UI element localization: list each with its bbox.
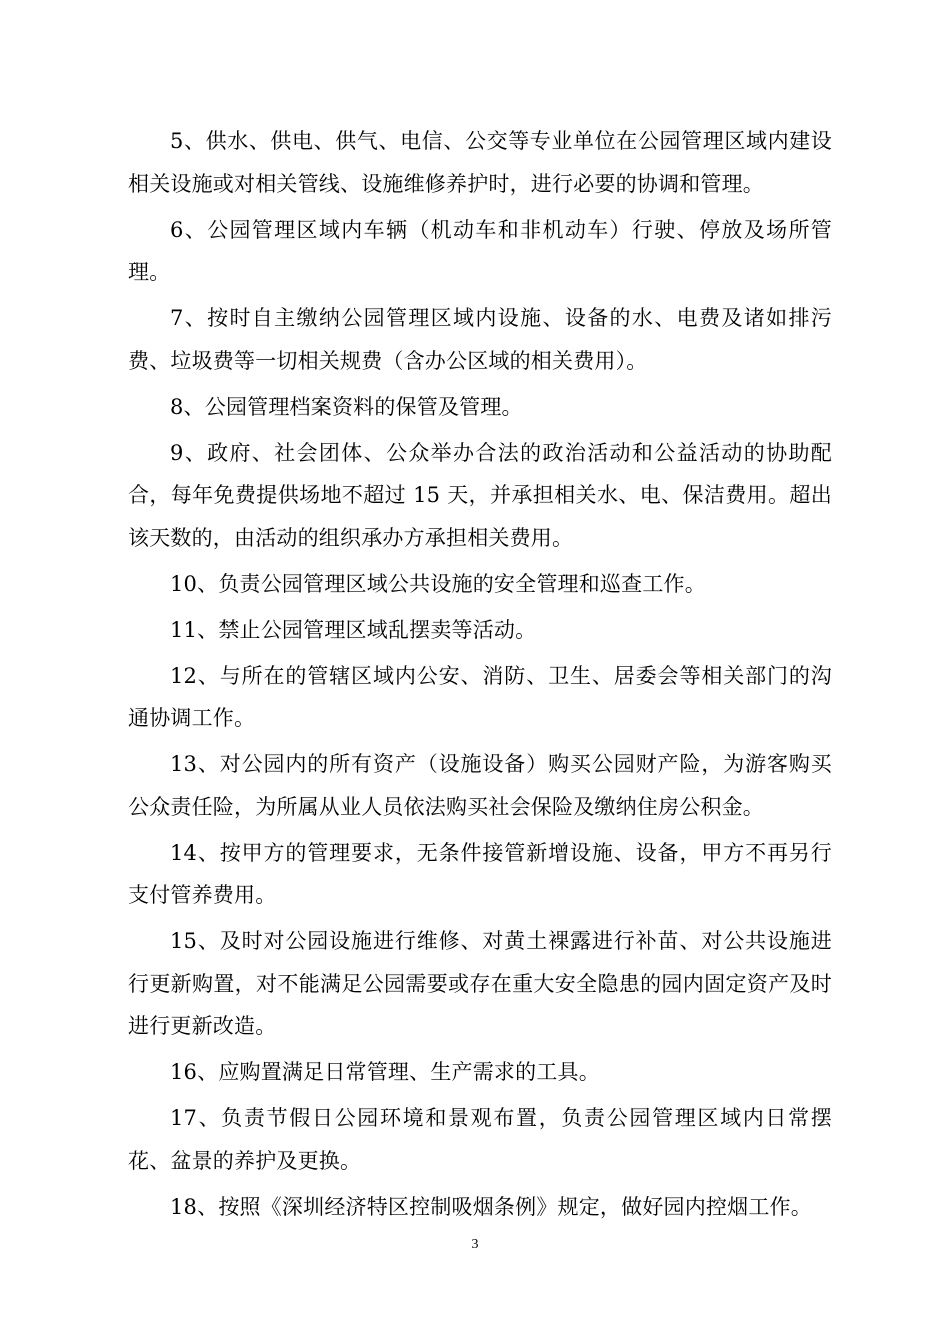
paragraph-item-18: 18、按照《深圳经济特区控制吸烟条例》规定，做好园内控烟工作。 <box>170 1194 812 1219</box>
paragraph-item-15: 15、及时对公园设施进行维修、对黄土裸露进行补苗、对公共设施进行更新购置，对不能满足公园需要或存在重大安全隐患的园内固定资产及时进行更新改造。 <box>128 929 832 1038</box>
paragraph-item-12: 12、与所在的管辖区域内公安、消防、卫生、居委会等相关部门的沟通协调工作。 <box>128 663 832 730</box>
paragraph-item-10: 10、负责公园管理区域公共设施的安全管理和巡查工作。 <box>170 571 706 596</box>
paragraph-item-11: 11、禁止公园管理区域乱摆卖等活动。 <box>170 617 537 642</box>
paragraph-item-7: 7、按时自主缴纳公园管理区域内设施、设备的水、电费及诸如排污费、垃圾费等一切相关规费（含办公区域的相关费用）。 <box>128 306 832 373</box>
paragraph-item-13: 13、对公园内的所有资产（设施设备）购买公园财产险，为游客购买公众责任险，为所属从业人员依法购买社会保险及缴纳住房公积金。 <box>128 752 832 819</box>
page-number: 3 <box>471 1237 479 1252</box>
document-body <box>128 120 832 1232</box>
paragraph-item-14: 14、按甲方的管理要求，无条件接管新增设施、设备，甲方不再另行支付管养费用。 <box>128 840 832 907</box>
paragraph-item-17: 17、负责节假日公园环境和景观布置，负责公园管理区域内日常摆花、盆景的养护及更换。 <box>128 1106 832 1173</box>
paragraph-item-6: 6、公园管理区域内车辆（机动车和非机动车）行驶、停放及场所管理。 <box>128 217 832 284</box>
paragraph-item-16: 16、应购置满足日常管理、生产需求的工具。 <box>170 1060 600 1084</box>
paragraph-item-8: 8、公园管理档案资料的保管及管理。 <box>170 394 523 419</box>
paragraph-item-9: 9、政府、社会团体、公众举办合法的政治活动和公益活动的协助配合，每年免费提供场地不超过 15 天，并承担相关水、电、保洁费用。超出该天数的，由活动的组织承办方承担相关费用。 <box>128 440 832 550</box>
paragraph-item-5: 5、供水、供电、供气、电信、公交等专业单位在公园管理区域内建设相关设施或对相关管线、设施维修养护时，进行必要的协调和管理。 <box>128 129 832 196</box>
